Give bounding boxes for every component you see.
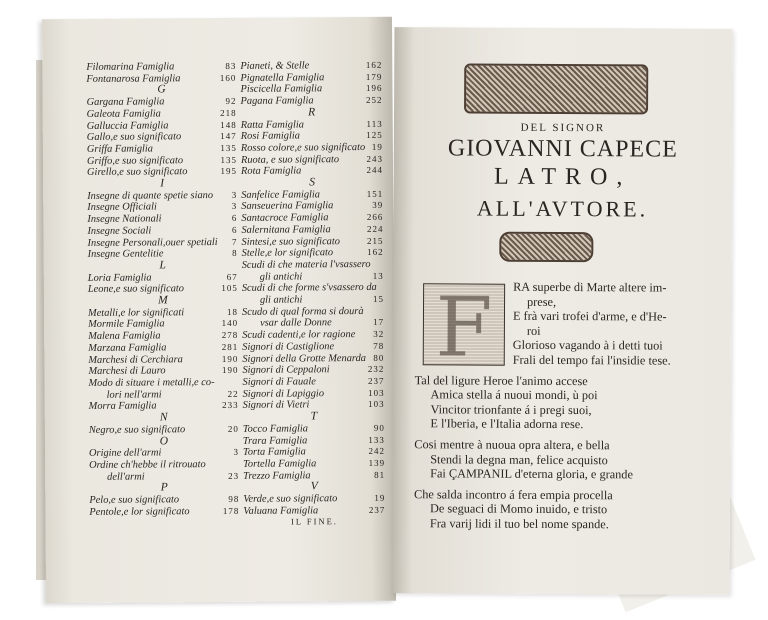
- entry-page-number: 281: [221, 341, 239, 352]
- index-column-left: [86, 61, 239, 518]
- entry-page-number: 195: [220, 166, 238, 177]
- entry-page-number: 218: [220, 107, 237, 118]
- index-entry: [88, 342, 238, 355]
- poem-line: E frà vari trofei d'arme, e d'He-: [512, 308, 667, 324]
- entry-title: Scudo di qual forma si dourà: [241, 305, 364, 318]
- index-entry: [88, 353, 238, 366]
- index-entry: [87, 96, 237, 109]
- entry-page-number: 22: [227, 388, 239, 399]
- index-entry: [240, 83, 382, 96]
- index-entry: [242, 247, 384, 260]
- entry-title: Ratta Famiglia: [240, 118, 304, 131]
- entry-page-number: 13: [372, 270, 384, 281]
- entry-title: Leone,e suo significato: [87, 283, 185, 296]
- decorated-initial: F: [423, 283, 505, 365]
- entry-title: Fontanarosa Famiglia: [86, 72, 181, 85]
- entry-page-number: 237: [367, 375, 385, 386]
- index-entry: [243, 388, 385, 401]
- entry-page-number: 151: [366, 188, 384, 199]
- entry-title: Gargana Famiglia: [86, 96, 165, 109]
- entry-page-number: 178: [222, 505, 240, 516]
- index-entry: [241, 130, 383, 143]
- index-entry: [242, 282, 384, 295]
- entry-page-number: 233: [222, 400, 239, 411]
- entry-page-number: 242: [368, 446, 386, 457]
- entry-page-number: 232: [367, 364, 385, 375]
- poem-line: E l'Iberia, e l'Italia adorna rese.: [430, 416, 584, 432]
- entry-page-number: 83: [225, 60, 237, 71]
- entry-title: Pignatella Famiglia: [240, 71, 325, 84]
- entry-title: Torta Famiglia: [242, 446, 306, 459]
- index-entry: [87, 119, 237, 132]
- poem-line: prese,: [527, 294, 557, 309]
- index-entry: [88, 330, 238, 343]
- entry-title: Insegne Personali,ouer spetiali: [87, 236, 218, 249]
- entry-title: Rosso colore,e suo significato: [240, 141, 366, 154]
- entry-page-number: 179: [365, 71, 383, 82]
- entry-title: Pentole,e lor significato: [89, 505, 190, 518]
- poem-line: Fai ÇAMPANIL d'eterna gloria, e grande: [430, 466, 633, 482]
- index-entry: [241, 235, 383, 248]
- entry-title: Griffa Famiglia: [86, 143, 154, 155]
- entry-page-number: 148: [220, 119, 237, 130]
- poem-line: Stendi la degna man, felice acquisto: [430, 451, 608, 467]
- entry-page-number: 3: [231, 201, 238, 212]
- entry-title: Pagana Famiglia: [240, 95, 314, 107]
- entry-page-number: 67: [226, 271, 238, 282]
- author-surname: LATRO,: [493, 163, 632, 191]
- entry-page-number: 3: [231, 189, 238, 200]
- entry-page-number: 215: [366, 235, 384, 246]
- entry-page-number: 135: [220, 154, 237, 165]
- index-entry: [243, 493, 385, 506]
- index-entry: [242, 271, 384, 284]
- index-entry: [89, 459, 239, 472]
- entry-title: Pelo,e suo significato: [89, 494, 180, 506]
- poem-line: roi: [526, 323, 541, 338]
- entry-title: Mormile Famiglia: [88, 318, 165, 331]
- entry-page-number: 133: [368, 434, 385, 445]
- entry-title: Marzana Famiglia: [88, 342, 167, 354]
- entry-title: Trezzo Famiglia: [243, 469, 311, 482]
- entry-page-number: 19: [371, 141, 383, 152]
- headpiece-ornament: [464, 63, 648, 114]
- entry-page-number: 98: [228, 493, 240, 504]
- index-letter-heading: L: [159, 259, 166, 272]
- entry-title: Sanfelice Famiglia: [241, 189, 321, 201]
- entry-title: Stelle,e lor significato: [241, 247, 334, 260]
- index-entry: [86, 61, 236, 74]
- index-entry: [87, 154, 237, 167]
- index-entry: [88, 365, 238, 378]
- entry-title: Gallo,e suo significato: [86, 131, 182, 144]
- entry-title: Signori di Ceppaloni: [242, 364, 330, 377]
- index-entry: [87, 236, 237, 249]
- index-letter-heading: M: [158, 294, 168, 307]
- entry-title: Rota Famiglia: [240, 165, 302, 178]
- entry-page-number: 113: [366, 118, 383, 129]
- entry-title: Origine dell'armi: [88, 447, 162, 460]
- entry-title: Signori di Lapiggio: [242, 387, 325, 400]
- entry-title: Scudi di che forme s'vsassero da: [241, 282, 377, 295]
- entry-page-number: 15: [372, 293, 384, 304]
- entry-title: Galluccia Famiglia: [86, 119, 169, 132]
- entry-title: Signori di Castiglione: [242, 341, 335, 353]
- entry-title: Signori di Vietri: [242, 399, 310, 412]
- entry-page-number: 20: [227, 423, 239, 434]
- entry-title: gli antichi: [259, 271, 303, 283]
- entry-title: Negro,e suo significato: [88, 424, 186, 436]
- index-entry: [242, 259, 384, 272]
- index-entry: [88, 377, 238, 390]
- index-entry: [242, 294, 384, 307]
- entry-page-number: 39: [372, 200, 384, 211]
- entry-title: Sanseuerina Famiglia: [241, 200, 334, 213]
- entry-page-number: 19: [374, 492, 386, 503]
- entry-page-number: 92: [225, 95, 237, 107]
- index-letter-heading: T: [310, 410, 317, 423]
- index-entry: [88, 272, 238, 285]
- index-entry: [87, 213, 237, 226]
- index-entry: [243, 458, 385, 471]
- index-entry: [88, 318, 238, 331]
- entry-page-number: 8: [232, 248, 238, 259]
- index-letter-heading: R: [308, 106, 316, 119]
- index-entry: [87, 201, 237, 214]
- entry-title: Rosi Famiglia: [240, 130, 300, 143]
- entry-title: Galeota Famiglia: [86, 108, 161, 120]
- entry-title: Marchesi di Cerchiara: [88, 353, 183, 366]
- index-column-right: [240, 60, 385, 529]
- ornament-divider: [499, 232, 593, 262]
- poem-line: Che salda incontro á fera empia procella: [414, 486, 613, 502]
- entry-title: Insegne di quante spetie siano: [87, 189, 214, 202]
- index-entry: [87, 108, 237, 121]
- index-entry: [242, 306, 384, 319]
- poem-line: Tal del ligure Heroe l'animo accese: [414, 372, 588, 388]
- entry-title: Insegne Officiali: [87, 201, 157, 214]
- poem-line: Vincitor trionfante á i pregi suoi,: [430, 402, 592, 417]
- entry-title: Metalli,e lor significati: [87, 307, 185, 319]
- entry-title: Scudi di che materia l'vsassero: [241, 258, 371, 271]
- index-entry: [240, 60, 382, 73]
- index-entry: [242, 364, 384, 377]
- entry-page-number: 140: [221, 318, 239, 329]
- index-entry: [242, 341, 384, 354]
- entry-page-number: 224: [366, 223, 384, 234]
- entry-title: Tortella Famiglia: [243, 458, 317, 470]
- poem-line: Amica stella á nuoui mondi, ù poi: [430, 387, 598, 403]
- index-entry: [241, 189, 383, 202]
- entry-title: Griffo,e suo significato: [86, 154, 184, 167]
- entry-page-number: 32: [373, 329, 385, 340]
- entry-page-number: 103: [368, 399, 385, 410]
- index-entry: [88, 307, 238, 320]
- entry-page-number: 7: [231, 236, 238, 247]
- entry-title: dell'armi: [107, 471, 145, 483]
- entry-title: Insegne Sociali: [87, 225, 152, 237]
- entry-page-number: 162: [367, 247, 384, 258]
- index-entry: [241, 142, 383, 155]
- entry-page-number: 90: [373, 422, 385, 433]
- poem-line: Frali del tempo fai l'insidie tese.: [512, 352, 671, 368]
- entry-title: Morra Famiglia: [88, 400, 157, 413]
- entry-title: vsar dalle Donne: [260, 317, 332, 330]
- index-entry: [243, 423, 385, 436]
- entry-page-number: 125: [366, 130, 383, 141]
- entry-title: Tocco Famiglia: [242, 423, 309, 435]
- index-entry: [243, 434, 385, 447]
- entry-title: Malena Famiglia: [88, 330, 161, 343]
- author-name: GIOVANNI CAPECE: [447, 135, 678, 163]
- entry-title: lori nell'armi: [106, 389, 162, 401]
- index-entry: [89, 447, 239, 460]
- poem-line: De seguaci di Momo inuido, e tristo: [429, 501, 608, 517]
- entry-page-number: 17: [373, 317, 385, 328]
- entry-page-number: 266: [366, 211, 384, 223]
- entry-title: Modo di situare i metalli,e co-: [88, 377, 215, 389]
- index-letter-heading: N: [159, 411, 168, 424]
- entry-title: Signori della Grotte Menarda: [242, 352, 367, 365]
- entry-page-number: 6: [231, 224, 238, 235]
- entry-page-number: 81: [374, 469, 386, 480]
- entry-page-number: 139: [368, 457, 386, 468]
- poem-line: Glorioso vagando à i detti tuoi: [512, 338, 663, 353]
- entry-title: Pianeti, & Stelle: [240, 60, 310, 72]
- entry-title: Insegne Nationali: [87, 213, 162, 226]
- entry-title: Valuana Famiglia: [243, 505, 319, 517]
- entry-page-number: 6: [231, 213, 238, 224]
- index-entry: [87, 143, 237, 156]
- index-entry: [241, 153, 383, 166]
- entry-title: Ordine ch'hebbe il ritrouato: [89, 459, 206, 471]
- entry-page-number: 78: [373, 340, 385, 351]
- index-entry: [87, 190, 237, 203]
- entry-page-number: 18: [226, 306, 239, 317]
- sonnet: [414, 279, 725, 532]
- index-letter-heading: G: [157, 83, 166, 96]
- entry-page-number: 252: [366, 94, 383, 106]
- index-entry: [241, 224, 383, 237]
- entry-title: Salernitana Famiglia: [241, 224, 331, 236]
- index-entry: [242, 352, 384, 365]
- entry-title: Piscicella Famiglia: [240, 83, 323, 96]
- entry-title: Scudi cadenti,e lor ragione: [242, 329, 356, 342]
- index-entry: [241, 212, 383, 225]
- entry-page-number: 162: [365, 59, 383, 70]
- poem-line: Fra varij lidi il tuo bel nome spande.: [429, 516, 609, 532]
- entry-page-number: 23: [228, 470, 240, 481]
- entry-page-number: 243: [366, 153, 383, 164]
- end-mark: IL FINE.: [291, 516, 338, 527]
- entry-title: Loria Famiglia: [87, 272, 152, 284]
- index-entry: [89, 506, 239, 519]
- index-entry: [243, 505, 385, 518]
- right-page-poem: [392, 27, 733, 595]
- index-letter-heading: S: [309, 176, 316, 189]
- index-entry: [87, 131, 237, 144]
- entry-page-number: 105: [221, 283, 238, 294]
- entry-title: Verde,e suo significato: [243, 493, 338, 505]
- entry-page-number: 278: [221, 330, 239, 341]
- entry-title: Ruota, e suo significato: [240, 153, 340, 166]
- index-entry: [242, 329, 384, 342]
- index-entry: [89, 389, 239, 402]
- entry-title: Insegne Gentelitie: [87, 248, 164, 261]
- entry-title: Filomarina Famiglia: [86, 61, 175, 73]
- dedication-title: ALL'AVTORE.: [476, 195, 649, 222]
- entry-page-number: 135: [220, 142, 237, 153]
- entry-title: Marchesi di Lauro: [88, 365, 166, 378]
- left-page-index: [42, 17, 396, 603]
- entry-page-number: 147: [220, 131, 237, 142]
- poem-line: Cosi mentre à nuoua opra altera, e bella: [414, 437, 610, 453]
- index-letter-heading: I: [160, 177, 165, 190]
- entry-title: gli antichi: [259, 294, 303, 306]
- index-entry: [89, 494, 239, 507]
- entry-page-number: 103: [368, 387, 385, 398]
- entry-page-number: 190: [221, 365, 239, 376]
- entry-title: Girello,e suo significato: [87, 166, 188, 179]
- entry-page-number: 237: [368, 504, 386, 515]
- entry-page-number: 160: [219, 72, 237, 83]
- poem-line: RA superbe di Marte altere im-: [513, 279, 667, 295]
- entry-page-number: 190: [221, 353, 239, 364]
- index-letter-heading: P: [160, 481, 168, 494]
- index-letter-heading: O: [159, 434, 169, 447]
- poem-heading-by: DEL SIGNOR: [520, 121, 606, 135]
- index-entry: [243, 446, 385, 459]
- entry-title: Sintesi,e suo significato: [241, 235, 340, 248]
- index-entry: [242, 376, 384, 389]
- index-entry: [240, 72, 382, 85]
- entry-title: Signori di Fauale: [242, 376, 316, 388]
- index-entry: [241, 200, 383, 213]
- entry-page-number: 244: [366, 165, 384, 176]
- entry-page-number: 80: [373, 352, 385, 363]
- entry-page-number: 196: [365, 83, 383, 94]
- index-entry: [87, 225, 237, 238]
- entry-page-number: 3: [233, 447, 240, 458]
- entry-title: Santacroce Famiglia: [241, 212, 329, 224]
- index-entry: [242, 317, 384, 330]
- index-letter-heading: V: [310, 480, 318, 493]
- index-entry: [241, 118, 383, 131]
- entry-title: Trara Famiglia: [242, 434, 308, 447]
